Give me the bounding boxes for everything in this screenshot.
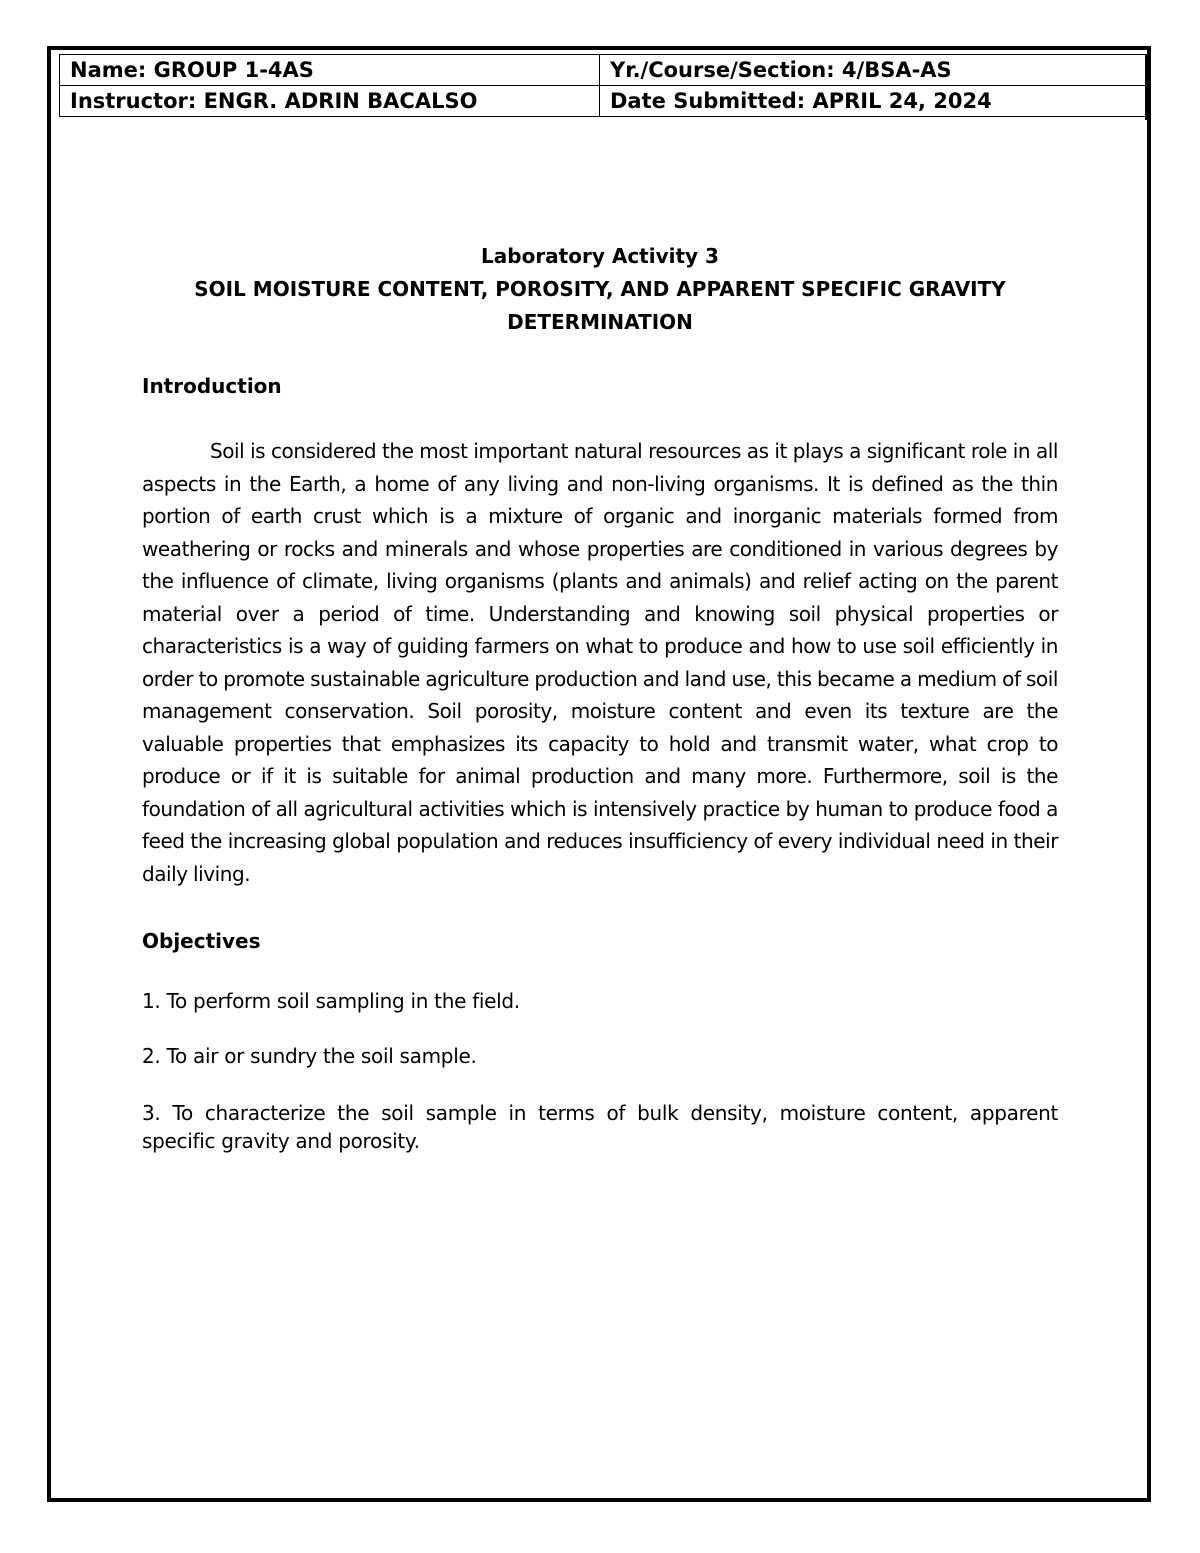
introduction-heading-wrap [142, 371, 1058, 401]
objective-2-wrap [142, 1042, 1058, 1070]
objective-3-wrap [142, 1099, 1058, 1155]
objective-item-3: 3. To characterize the soil sample in terms of bulk density, moisture content, apparent specific gravity and porosity. [142, 1101, 1058, 1153]
header-right-border [1145, 54, 1151, 120]
activity-subtitle-line-1: SOIL MOISTURE CONTENT, POROSITY, AND APPARENT SPECIFIC GRAVITY [194, 277, 1006, 301]
objective-item-2: 2. To air or sundry the soil sample. [142, 1044, 477, 1068]
introduction-heading: Introduction [142, 374, 282, 398]
activity-subtitle-line-2: DETERMINATION [507, 310, 693, 334]
title-block [140, 240, 1060, 339]
course-section-cell: Yr./Course/Section: 4/BSA-AS [600, 55, 1148, 86]
activity-title: Laboratory Activity 3 [481, 244, 719, 268]
objective-1-wrap [142, 987, 1058, 1015]
name-cell: Name: GROUP 1-4AS [60, 55, 600, 86]
header-row-1 [60, 55, 1148, 86]
header-table [59, 54, 1148, 117]
introduction-paragraph: Soil is considered the most important natural resources as it plays a significant role in all aspects in the Earth, a home of any living and non-living organisms. It is defined as the thin portion of earth crust which is a mixture of organic and inorganic materials formed from weathering or rocks and minerals and whose properties are conditioned in various degrees by the influence of climate, living organisms (plants and animals) and relief acting on the parent material over a period of time. Understanding and knowing soil physical properties or characteristics is a way of guiding farmers on what to produce and how to use soil efficiently in order to promote sustainable agriculture production and land use, this became a medium of soil management conservation. Soil porosity, moisture content and even its texture are the valuable properties that emphasizes its capacity to hold and transmit water, what crop to produce or if it is suitable for animal production and many more. Furthermore, soil is the foundation of all agricultural activities which is intensively practice by human to produce food a feed the increasing global population and reduces insufficiency of every individual need in their daily living. [142, 439, 1058, 886]
header-row-2 [60, 86, 1148, 117]
date-submitted-cell: Date Submitted: APRIL 24, 2024 [600, 86, 1148, 117]
introduction-section [142, 435, 1058, 890]
objective-item-1: 1. To perform soil sampling in the field. [142, 989, 520, 1013]
instructor-cell: Instructor: ENGR. ADRIN BACALSO [60, 86, 600, 117]
objectives-heading: Objectives [142, 929, 261, 953]
objectives-heading-wrap [142, 926, 1058, 956]
